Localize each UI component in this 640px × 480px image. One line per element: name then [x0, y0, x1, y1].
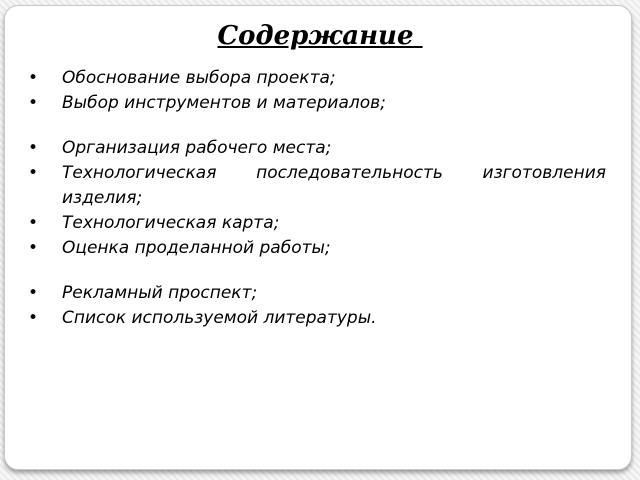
slide-title: Содержание [217, 21, 423, 51]
bullet-icon: • [28, 163, 39, 183]
bullet-icon: • [28, 213, 39, 233]
list-item [26, 306, 606, 331]
list-item-text: Технологическая последовательность изготовления изделия; [62, 163, 606, 208]
list-item [26, 281, 606, 306]
bullet-icon: • [28, 238, 39, 258]
list-item [26, 161, 606, 211]
list-item [26, 236, 606, 261]
bullet-icon: • [28, 93, 39, 113]
bullet-icon: • [28, 308, 39, 328]
list-item-text: Список используемой литературы. [62, 308, 377, 328]
list-item-text: Рекламный проспект; [62, 283, 258, 303]
list-item-text: Оценка проделанной работы; [62, 238, 331, 258]
bullet-icon: • [28, 138, 39, 158]
bullet-icon: • [28, 68, 39, 88]
list-item [26, 66, 606, 91]
list-item-text: Выбор инструментов и материалов; [62, 93, 386, 113]
list-item [26, 211, 606, 236]
contents-list [26, 66, 606, 331]
bullet-icon: • [28, 283, 39, 303]
list-item [26, 136, 606, 161]
list-item-text: Технологическая карта; [62, 213, 280, 233]
list-item-text: Обоснование выбора проекта; [62, 68, 336, 88]
list-item-text: Организация рабочего места; [62, 138, 332, 158]
list-item [26, 91, 606, 116]
